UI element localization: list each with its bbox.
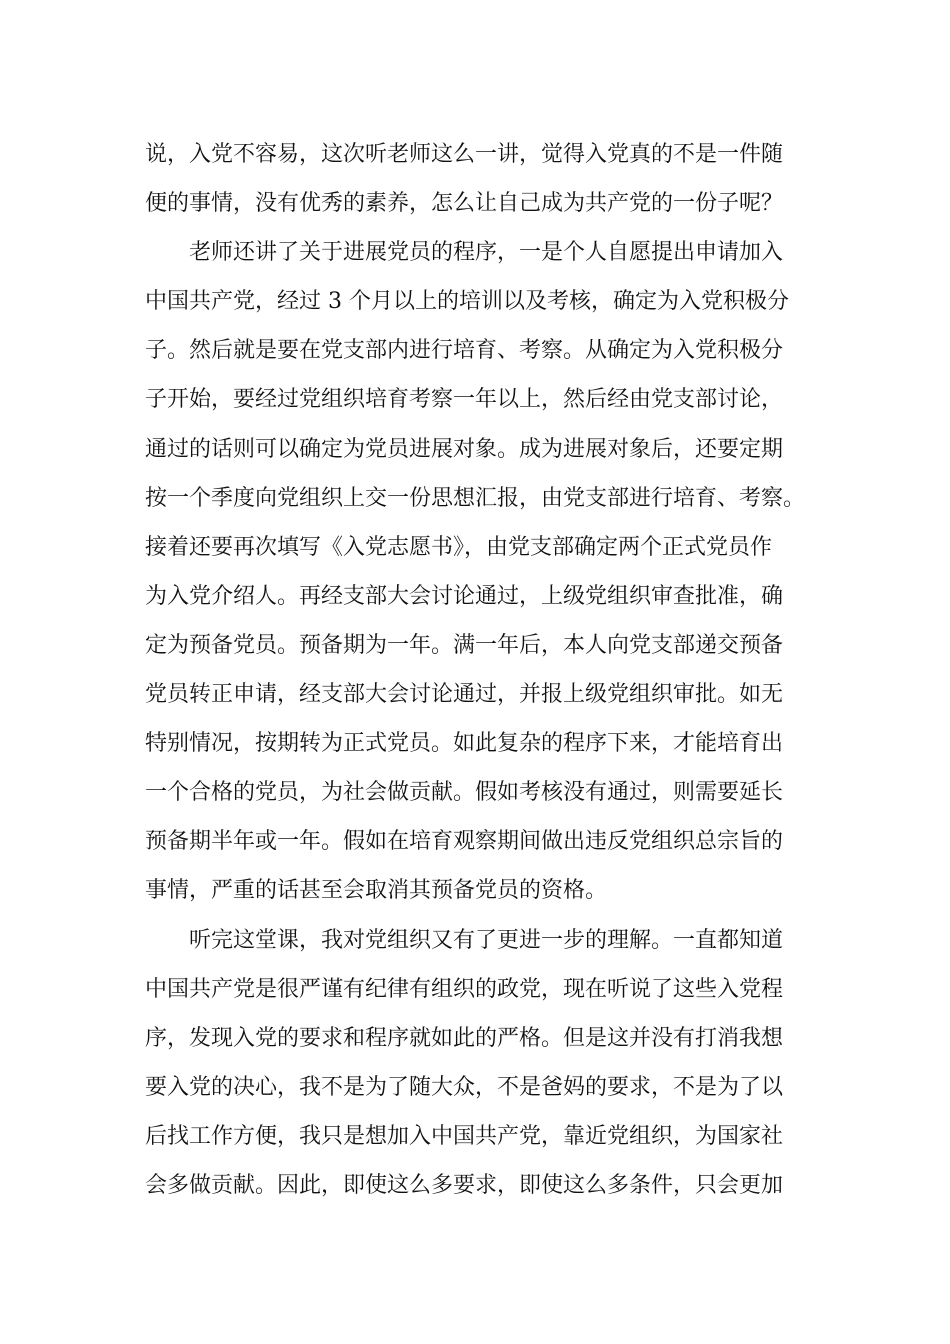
text-line: 会多做贡献。因此，即使这么多要求，即使这么多条件，只会更加	[145, 1172, 784, 1198]
paragraph-start-line: 听完这堂课，我对党组织又有了更进一步的理解。一直都知道	[189, 927, 784, 953]
text-line: 为入党介绍人。再经支部大会讨论通过，上级党组织审查批准，确	[145, 583, 784, 609]
text-line: 定为预备党员。预备期为一年。满一年后，本人向党支部递交预备	[145, 632, 784, 658]
text-line: 党员转正申请，经支部大会讨论通过，并报上级党组织审批。如无	[145, 682, 784, 708]
text-line: 按一个季度向党组织上交一份思想汇报，由党支部进行培育、考察。	[145, 485, 806, 511]
text-line: 便的事情，没有优秀的素养，怎么让自己成为共产党的一份子呢？	[145, 191, 784, 217]
text-line: 接着还要再次填写《入党志愿书》，由党支部确定两个正式党员作	[145, 534, 773, 560]
text-line: 通过的话则可以确定为党员进展对象。成为进展对象后，还要定期	[145, 436, 784, 462]
text-line: 预备期半年或一年。假如在培育观察期间做出违反党组织总宗旨的	[145, 829, 784, 855]
text-line: 中国共产党是很严谨有纪律有组织的政党，现在听说了这些入党程	[145, 976, 784, 1002]
text-line: 要入党的决心，我不是为了随大众，不是爸妈的要求，不是为了以	[145, 1074, 784, 1100]
text-line: 事情，严重的话甚至会取消其预备党员的资格。	[145, 878, 608, 904]
text-line: 子。然后就是要在党支部内进行培育、考察。从确定为入党积极分	[145, 338, 784, 364]
text-line: 中国共产党，经过 3 个月以上的培训以及考核，确定为入党积极分	[145, 289, 789, 315]
paragraph-start-line: 老师还讲了关于进展党员的程序，一是个人自愿提出申请加入	[189, 240, 784, 266]
text-line: 说，入党不容易，这次听老师这么一讲，觉得入党真的不是一件随	[145, 142, 784, 167]
text-line: 子开始，要经过党组织培育考察一年以上，然后经由党支部讨论，	[145, 387, 784, 413]
text-line: 序，发现入党的要求和程序就如此的严格。但是这并没有打消我想	[145, 1025, 784, 1051]
text-line: 特别情况，按期转为正式党员。如此复杂的程序下来，才能培育出	[145, 731, 784, 757]
document-body-text	[145, 130, 825, 1210]
text-line: 一个合格的党员，为社会做贡献。假如考核没有通过，则需要延长	[145, 780, 784, 806]
text-line: 后找工作方便，我只是想加入中国共产党，靠近党组织，为国家社	[145, 1123, 784, 1149]
